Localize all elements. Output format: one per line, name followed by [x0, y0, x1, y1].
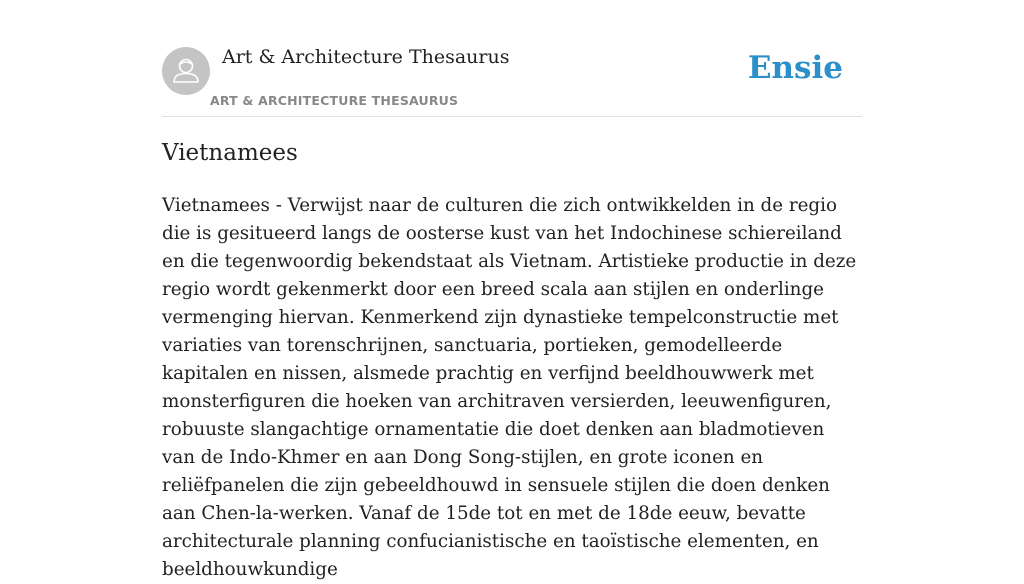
- entry-definition: Vietnamees - Verwijst naar de culturen die zich ontwikkelden in de regio die is gesitueerd langs de oosterse kust van het Indochinese schiereiland en die tegenwoordig bekendstaat als Vietnam. Artistieke productie in deze regio wordt gekenmerkt door een breed scala aan stijlen en onderlinge vermenging hiervan. Kenmerkend zijn dynastieke tempelconstructie met variaties van torenschrijnen, sanctuaria, portieken, gemodelleerde kapitalen en nissen, alsmede prachtig en verfijnd beeldhouwwerk met monsterfiguren die hoeken van architraven versierden, leeuwenfiguren, robuuste slangachtige ornamentatie die doet denken aan bladmotieven van de Indo-Khmer en aan Dong Song-stijlen, en grote iconen en reliëfpanelen die zijn gebeeldhouwd in sensuele stijlen die doen denken aan Chen-la-werken. Vanaf de 15de tot en met de 18de eeuw, bevatte architecturale planning confucianistische en taoïstische elementen, en beeldhouwkundige: [162, 195, 857, 580]
- user-silhouette-icon: [162, 47, 210, 95]
- ensie-logo[interactable]: Ensie: [747, 50, 843, 86]
- entry-header: [162, 0, 862, 117]
- source-subtitle[interactable]: ART & ARCHITECTURE THESAURUS: [210, 93, 459, 108]
- source-title-link[interactable]: Art & Architecture Thesaurus: [222, 46, 510, 68]
- entry-title: Vietnamees: [162, 140, 298, 166]
- page-container: [162, 0, 862, 580]
- source-avatar[interactable]: [162, 47, 210, 95]
